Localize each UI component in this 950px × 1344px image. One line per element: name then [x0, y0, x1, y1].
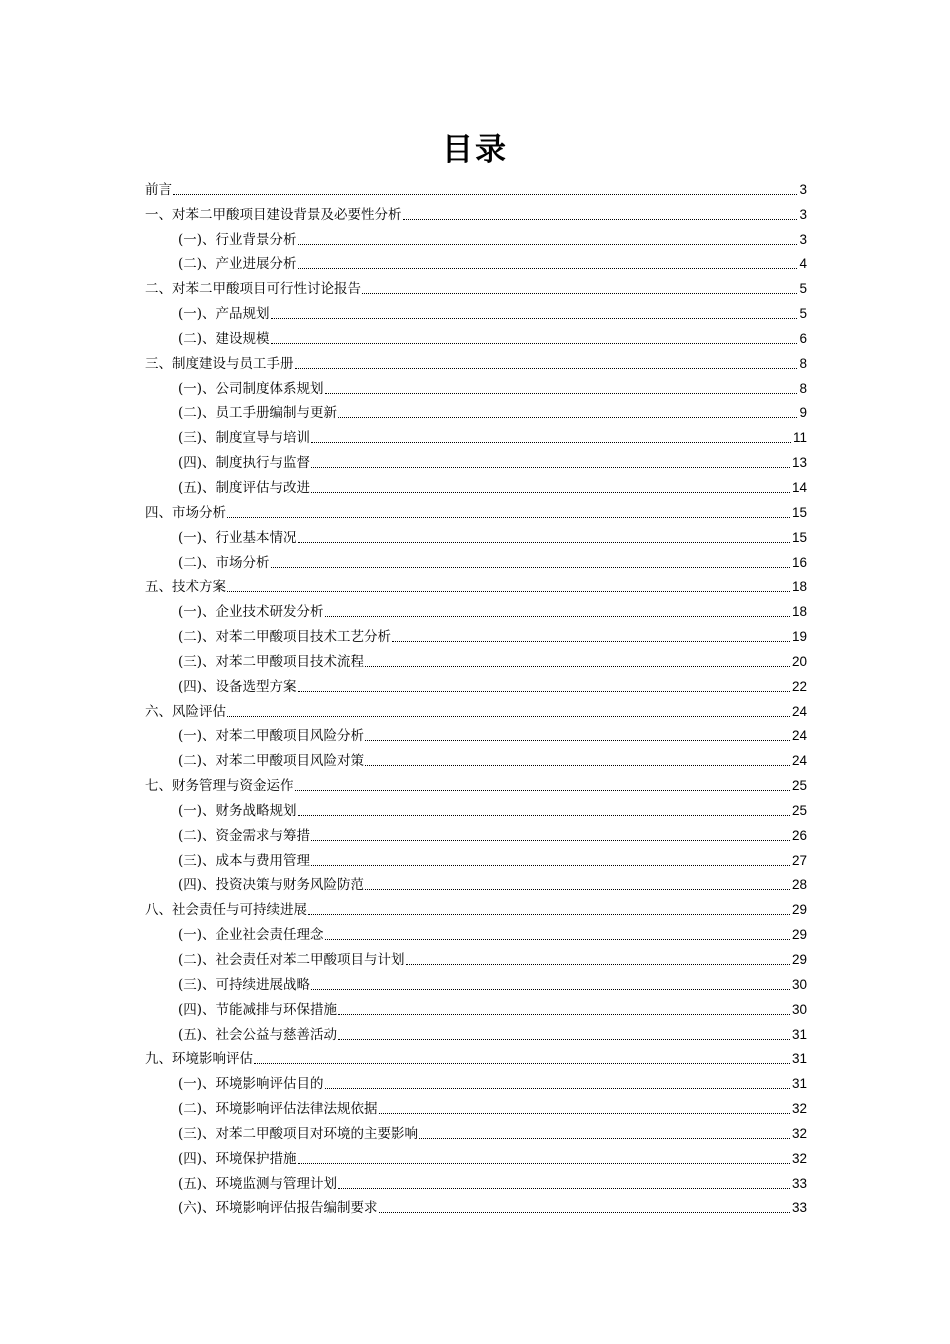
- toc-entry-page-number: 20: [791, 653, 807, 669]
- toc-entry-section[interactable]: [145, 1118, 807, 1143]
- toc-entry-chapter[interactable]: [145, 894, 807, 919]
- toc-entry-label: 八、社会责任与可持续进展: [145, 902, 307, 919]
- toc-dot-leader: [338, 1014, 790, 1015]
- toc-entry-label: (四)、设备选型方案: [178, 678, 297, 695]
- toc-entry-page-number: 29: [791, 927, 807, 943]
- toc-dot-leader: [325, 939, 790, 940]
- toc-dot-leader: [311, 442, 791, 443]
- toc-dot-leader: [298, 815, 790, 816]
- toc-entry-page-number: 24: [791, 753, 807, 769]
- toc-entry-section[interactable]: [145, 1143, 807, 1168]
- toc-dot-leader: [271, 567, 790, 568]
- toc-entry-chapter[interactable]: [145, 696, 807, 721]
- toc-entry-page-number: 3: [799, 206, 807, 222]
- toc-dot-leader: [362, 293, 797, 294]
- toc-entry-label: (一)、企业技术研发分析: [178, 604, 324, 621]
- toc-entry-label: (四)、节能减排与环保措施: [178, 1001, 338, 1018]
- toc-entry-page-number: 30: [791, 1001, 807, 1017]
- toc-entry-page-number: 6: [799, 330, 807, 346]
- toc-entry-label: 九、环境影响评估: [145, 1051, 253, 1068]
- toc-entry-section[interactable]: [145, 969, 807, 994]
- toc-entry-section[interactable]: [145, 447, 807, 472]
- toc-entry-label: (一)、行业基本情况: [178, 529, 297, 546]
- toc-dot-leader: [295, 368, 798, 369]
- toc-entry-section[interactable]: [145, 870, 807, 895]
- toc-dot-leader: [298, 542, 790, 543]
- toc-entry-page-number: 14: [791, 479, 807, 495]
- toc-dot-leader: [365, 889, 790, 890]
- toc-dot-leader: [173, 194, 797, 195]
- toc-dot-leader: [298, 268, 798, 269]
- toc-dot-leader: [311, 492, 790, 493]
- toc-entry-label: (五)、社会公益与慈善活动: [178, 1026, 338, 1043]
- toc-entry-section[interactable]: [145, 373, 807, 398]
- toc-entry-page-number: 15: [791, 529, 807, 545]
- toc-list: [145, 174, 807, 1217]
- toc-dot-leader: [227, 591, 790, 592]
- toc-dot-leader: [379, 1212, 790, 1213]
- toc-dot-leader: [365, 765, 790, 766]
- toc-entry-section[interactable]: [145, 472, 807, 497]
- toc-entry-page-number: 11: [792, 430, 807, 446]
- toc-entry-section[interactable]: [145, 323, 807, 348]
- toc-entry-page-number: 31: [791, 1026, 807, 1042]
- toc-entry-label: (二)、产业进展分析: [178, 256, 297, 273]
- toc-entry-page-number: 32: [791, 1125, 807, 1141]
- toc-entry-section[interactable]: [145, 646, 807, 671]
- toc-entry-section[interactable]: [145, 249, 807, 274]
- toc-entry-label: (二)、员工手册编制与更新: [178, 405, 338, 422]
- toc-entry-label: (四)、环境保护措施: [178, 1150, 297, 1167]
- toc-entry-page-number: 15: [791, 504, 807, 520]
- toc-dot-leader: [308, 914, 790, 915]
- toc-entry-section[interactable]: [145, 398, 807, 423]
- toc-entry-section[interactable]: [145, 1019, 807, 1044]
- toc-entry-page-number: 16: [791, 554, 807, 570]
- toc-dot-leader: [338, 417, 797, 418]
- toc-entry-label: (六)、环境影响评估报告编制要求: [178, 1200, 378, 1217]
- toc-entry-label: (一)、公司制度体系规划: [178, 380, 324, 397]
- toc-dot-leader: [271, 343, 798, 344]
- toc-entry-section[interactable]: [145, 745, 807, 770]
- toc-entry-page-number: 5: [799, 281, 807, 297]
- toc-entry-label: (一)、行业背景分析: [178, 231, 297, 248]
- toc-entry-chapter[interactable]: [145, 174, 807, 199]
- toc-entry-label: (一)、财务战略规划: [178, 802, 297, 819]
- toc-entry-page-number: 3: [799, 231, 807, 247]
- toc-entry-section[interactable]: [145, 820, 807, 845]
- toc-dot-leader: [403, 219, 798, 220]
- toc-dot-leader: [325, 1088, 790, 1089]
- toc-entry-label: 二、对苯二甲酸项目可行性讨论报告: [145, 281, 361, 298]
- toc-entry-section[interactable]: [145, 1093, 807, 1118]
- toc-entry-label: (四)、投资决策与财务风险防范: [178, 877, 365, 894]
- toc-entry-page-number: 29: [791, 952, 807, 967]
- toc-entry-page-number: 8: [799, 355, 807, 371]
- toc-entry-section[interactable]: [145, 224, 807, 249]
- toc-dot-leader: [295, 790, 790, 791]
- toc-entry-page-number: 13: [791, 455, 807, 471]
- toc-entry-section[interactable]: [145, 919, 807, 944]
- toc-entry-section[interactable]: [145, 422, 807, 447]
- toc-entry-section[interactable]: [145, 845, 807, 870]
- toc-entry-label: (二)、资金需求与筹措: [178, 827, 311, 844]
- toc-dot-leader: [298, 1163, 790, 1164]
- toc-entry-label: (二)、建设规模: [178, 330, 270, 347]
- toc-entry-section[interactable]: [145, 671, 807, 696]
- toc-entry-page-number: 25: [791, 778, 807, 794]
- toc-entry-page-number: 24: [791, 728, 807, 744]
- toc-entry-page-number: 26: [791, 827, 807, 843]
- toc-dot-leader: [227, 517, 790, 518]
- toc-entry-label: (一)、产品规划: [178, 306, 270, 323]
- toc-dot-leader: [365, 666, 790, 667]
- toc-dot-leader: [298, 244, 798, 245]
- toc-entry-chapter[interactable]: [145, 273, 807, 298]
- toc-entry-section[interactable]: [145, 547, 807, 572]
- toc-dot-leader: [338, 1039, 790, 1040]
- toc-entry-page-number: 33: [791, 1200, 807, 1216]
- toc-dot-leader: [419, 1138, 790, 1139]
- toc-entry-label: 一、对苯二甲酸项目建设背景及必要性分析: [145, 206, 402, 223]
- toc-entry-label: (五)、环境监测与管理计划: [178, 1175, 338, 1192]
- toc-entry-label: 前言: [145, 181, 172, 198]
- toc-dot-leader: [311, 467, 790, 468]
- toc-dot-leader: [338, 1188, 790, 1189]
- toc-entry-label: 三、制度建设与员工手册: [145, 355, 294, 372]
- toc-dot-leader: [311, 840, 790, 841]
- toc-dot-leader: [379, 1113, 790, 1114]
- toc-entry-label: (一)、对苯二甲酸项目风险分析: [178, 728, 365, 745]
- toc-entry-label: (二)、对苯二甲酸项目风险对策: [178, 753, 365, 770]
- toc-entry-section[interactable]: [145, 1068, 807, 1093]
- toc-dot-leader: [406, 964, 790, 965]
- toc-entry-page-number: 19: [791, 629, 807, 645]
- toc-dot-leader: [227, 716, 790, 717]
- toc-title: 目录: [442, 132, 508, 168]
- toc-dot-leader: [365, 740, 790, 741]
- toc-entry-chapter[interactable]: [145, 770, 807, 795]
- toc-entry-label: (四)、制度执行与监督: [178, 455, 311, 472]
- toc-entry-page-number: 29: [791, 902, 807, 918]
- toc-dot-leader: [325, 616, 790, 617]
- toc-dot-leader: [392, 641, 790, 642]
- toc-entry-section[interactable]: [145, 721, 807, 746]
- toc-entry-label: (一)、环境影响评估目的: [178, 1076, 324, 1093]
- toc-entry-page-number: 31: [791, 1051, 807, 1067]
- toc-entry-page-number: 18: [791, 579, 807, 595]
- toc-entry-page-number: 30: [791, 976, 807, 992]
- toc-entry-label: (三)、对苯二甲酸项目对环境的主要影响: [178, 1125, 419, 1142]
- toc-entry-label: (三)、制度宣导与培训: [178, 430, 311, 447]
- toc-entry-chapter[interactable]: [145, 199, 807, 224]
- toc-entry-label: (三)、可持续进展战略: [178, 976, 311, 993]
- toc-entry-label: (三)、对苯二甲酸项目技术流程: [178, 653, 365, 670]
- toc-entry-section[interactable]: [145, 596, 807, 621]
- toc-entry-page-number: 28: [791, 877, 807, 893]
- toc-entry-page-number: 18: [791, 604, 807, 620]
- toc-entry-page-number: 31: [791, 1076, 807, 1092]
- toc-entry-chapter[interactable]: [145, 1044, 807, 1069]
- toc-entry-page-number: 3: [799, 181, 807, 197]
- toc-entry-section[interactable]: [145, 1168, 807, 1193]
- toc-entry-page-number: 22: [791, 678, 807, 694]
- toc-entry-label: 五、技术方案: [145, 579, 226, 596]
- toc-entry-page-number: 24: [791, 703, 807, 719]
- toc-entry-page-number: 27: [791, 852, 807, 868]
- toc-entry-chapter[interactable]: [145, 497, 807, 522]
- toc-entry-section[interactable]: [145, 944, 807, 969]
- toc-dot-leader: [311, 989, 790, 990]
- toc-entry-page-number: 9: [799, 405, 807, 421]
- toc-entry-section[interactable]: [145, 1193, 807, 1218]
- toc-entry-page-number: 5: [799, 306, 807, 322]
- toc-dot-leader: [254, 1063, 790, 1064]
- toc-entry-label: (三)、成本与费用管理: [178, 852, 311, 869]
- toc-entry-label: (二)、对苯二甲酸项目技术工艺分析: [178, 629, 392, 646]
- toc-entry-page-number: 33: [791, 1175, 807, 1191]
- toc-dot-leader: [325, 393, 798, 394]
- toc-entry-label: (二)、市场分析: [178, 554, 270, 571]
- toc-dot-leader: [298, 691, 790, 692]
- toc-entry-page-number: 32: [791, 1150, 807, 1166]
- toc-dot-leader: [311, 865, 790, 866]
- toc-dot-leader: [271, 318, 798, 319]
- toc-entry-label: (二)、社会责任对苯二甲酸项目与计划: [178, 952, 405, 968]
- toc-entry-section[interactable]: [145, 621, 807, 646]
- toc-entry-section[interactable]: [145, 298, 807, 323]
- toc-entry-chapter[interactable]: [145, 572, 807, 597]
- toc-entry-section[interactable]: [145, 994, 807, 1019]
- toc-entry-chapter[interactable]: [145, 348, 807, 373]
- toc-entry-label: (二)、环境影响评估法律法规依据: [178, 1101, 378, 1118]
- toc-entry-label: 六、风险评估: [145, 703, 226, 720]
- toc-entry-page-number: 4: [799, 256, 807, 272]
- toc-entry-section[interactable]: [145, 795, 807, 820]
- toc-entry-page-number: 32: [791, 1101, 807, 1117]
- toc-entry-label: (一)、企业社会责任理念: [178, 927, 324, 944]
- toc-entry-page-number: 8: [799, 380, 807, 396]
- toc-entry-label: 七、财务管理与资金运作: [145, 778, 294, 795]
- toc-entry-label: 四、市场分析: [145, 504, 226, 521]
- toc-entry-section[interactable]: [145, 522, 807, 547]
- toc-entry-label: (五)、制度评估与改进: [178, 479, 311, 496]
- toc-entry-page-number: 25: [791, 802, 807, 818]
